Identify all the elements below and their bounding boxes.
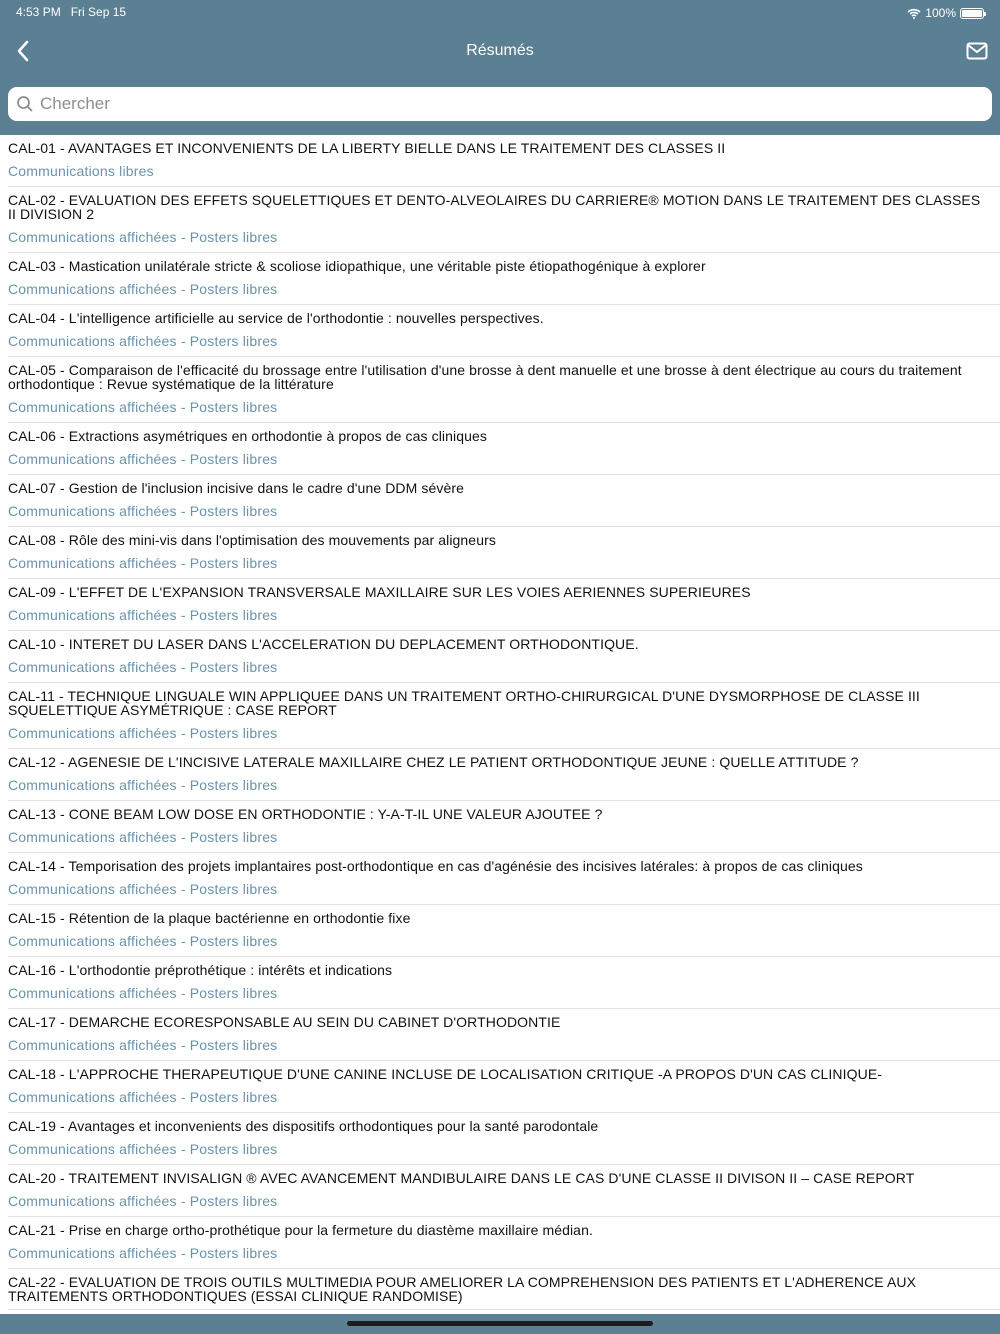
header [0,0,1000,135]
search-icon [16,95,34,113]
battery-percent: 100% [925,6,956,20]
status-bar [16,5,984,21]
item-category: Communications affichées - Posters libres [8,607,278,623]
list-item[interactable] [0,801,1000,853]
item-category: Communications affichées - Posters libres [8,1245,278,1261]
item-category: Communications affichées - Posters libres [8,933,278,949]
list-item[interactable] [0,853,1000,905]
search-bar[interactable] [8,87,992,121]
item-title: CAL-11 - TECHNIQUE LINGUALE WIN APPLIQUEE DANS UN TRAITEMENT ORTHO-CHIRURGICAL D'UNE DYSMORPHOSE DE CLASSE III SQUELETTIQUE ASYMÉTRIQUE : CASE REPORT [8,688,920,718]
item-category: Communications libres [8,163,154,179]
list-item[interactable] [0,579,1000,631]
list-item[interactable] [0,135,1000,187]
item-category: Communications affichées - Posters libres [8,451,278,467]
item-title: CAL-09 - L'EFFET DE L'EXPANSION TRANSVERSALE MAXILLAIRE SUR LES VOIES AERIENNES SUPERIEURES [8,584,751,600]
list-item[interactable] [0,527,1000,579]
list-item[interactable] [0,683,1000,749]
item-title: CAL-04 - L'intelligence artificielle au service de l'orthodontie : nouvelles perspectives. [8,310,544,326]
item-title: CAL-01 - AVANTAGES ET INCONVENIENTS DE LA LIBERTY BIELLE DANS LE TRAITEMENT DES CLASSES II [8,140,726,156]
item-category: Communications affichées - Posters libres [8,1037,278,1053]
item-title: CAL-18 - L'APPROCHE THERAPEUTIQUE D'UNE CANINE INCLUSE DE LOCALISATION CRITIQUE -A PROPOS D'UN CAS CLINIQUE- [8,1066,883,1082]
item-category: Communications affichées - Posters libres [8,829,278,845]
list-item[interactable] [0,749,1000,801]
item-title: CAL-12 - AGENESIE DE L'INCISIVE LATERALE MAXILLAIRE CHEZ LE PATIENT ORTHODONTIQUE JEUNE : QUELLE ATTITUDE ? [8,754,859,770]
item-category: Communications affichées - Posters libres [8,281,278,297]
item-category: Communications affichées - Posters libres [8,503,278,519]
item-title: CAL-13 - CONE BEAM LOW DOSE EN ORTHODONTIE : Y-A-T-IL UNE VALEUR AJOUTEE ? [8,806,603,822]
list-item[interactable] [0,357,1000,423]
list-item[interactable] [0,1009,1000,1061]
list-item[interactable] [0,253,1000,305]
list-item[interactable] [0,187,1000,253]
list-item[interactable] [0,957,1000,1009]
list-item[interactable] [0,1165,1000,1217]
item-category: Communications affichées - Posters libres [8,1089,278,1105]
item-category: Communications affichées - Posters libres [8,777,278,793]
item-title: CAL-07 - Gestion de l'inclusion incisive dans le cadre d'une DDM sévère [8,480,464,496]
item-title: CAL-02 - EVALUATION DES EFFETS SQUELETTIQUES ET DENTO-ALVEOLAIRES DU CARRIERE® MOTION DANS LE TRAITEMENT DES CLASSES II DIVISION 2 [8,192,981,222]
list-item[interactable] [0,631,1000,683]
home-indicator[interactable] [347,1321,653,1326]
item-title: CAL-19 - Avantages et inconvenients des dispositifs orthodontiques pour la santé parodontale [8,1118,599,1134]
item-category: Communications affichées - Posters libres [8,555,278,571]
item-title: CAL-03 - Mastication unilatérale stricte & scoliose idiopathique, une véritable piste étiopathogénique à explorer [8,258,706,274]
item-title: CAL-16 - L'orthodontie préprothétique : intérêts et indications [8,962,393,978]
list-item[interactable] [0,1113,1000,1165]
item-category: Communications affichées - Posters libres [8,881,278,897]
item-category: Communications affichées - Posters libres [8,229,278,245]
status-date: Fri Sep 15 [70,5,127,19]
item-title: CAL-08 - Rôle des mini-vis dans l'optimisation des mouvements par aligneurs [8,532,496,548]
item-title: CAL-17 - DEMARCHE ECORESPONSABLE AU SEIN DU CABINET D'ORTHODONTIE [8,1014,561,1030]
item-title: CAL-20 - TRAITEMENT INVISALIGN ® AVEC AVANCEMENT MANDIBULAIRE DANS LE CAS D'UNE CLASSE II DIVISON II – CASE REPORT [8,1170,915,1186]
list-item[interactable] [0,1217,1000,1269]
item-title: CAL-15 - Rétention de la plaque bactérienne en orthodontie fixe [8,910,411,926]
item-category: Communications affichées - Posters libres [8,725,278,741]
search-input[interactable] [40,94,992,114]
item-title: CAL-05 - Comparaison de l'efficacité du brossage entre l'utilisation d'une brosse à dent manuelle et une brosse à dent électrique au cours du traitement orthodontique : Revue systématique de la littérature [8,362,962,392]
bottom-bar [0,1314,1000,1334]
mail-icon[interactable] [966,42,988,60]
list-item[interactable] [0,305,1000,357]
item-title: CAL-06 - Extractions asymétriques en orthodontie à propos de cas cliniques [8,428,487,444]
item-title: CAL-14 - Temporisation des projets implantaires post-orthodontique en cas d'agénésie des incisives latérales: à propos de cas cliniques [8,858,863,874]
list-item[interactable] [0,905,1000,957]
item-title: CAL-21 - Prise en charge ortho-prothétique pour la fermeture du diastème maxillaire médian. [8,1222,593,1238]
status-time: 4:53 PM [16,5,61,19]
battery-icon [960,8,984,19]
item-category: Communications affichées - Posters libres [8,333,278,349]
item-title: CAL-22 - EVALUATION DE TROIS OUTILS MULTIMEDIA POUR AMELIORER LA COMPREHENSION DES PATIENTS ET L'ADHERENCE AUX TRAITEMENTS ORTHODONTIQUES (ESSAI CLINIQUE RANDOMISE) [8,1274,917,1304]
item-title: CAL-10 - INTERET DU LASER DANS L'ACCELERATION DU DEPLACEMENT ORTHODONTIQUE. [8,636,639,652]
item-category: Communications affichées - Posters libres [8,399,278,415]
list-item[interactable] [0,423,1000,475]
item-category: Communications affichées - Posters libres [8,985,278,1001]
item-category: Communications affichées - Posters libres [8,659,278,675]
list-item[interactable] [0,1061,1000,1113]
list-item[interactable] [0,1269,1000,1310]
item-category: Communications affichées - Posters libres [8,1141,278,1157]
wifi-icon [907,8,921,19]
list-item[interactable] [0,475,1000,527]
page-title: Résumés [466,42,534,59]
abstracts-list[interactable] [0,135,1000,1314]
item-category: Communications affichées - Posters libres [8,1193,278,1209]
